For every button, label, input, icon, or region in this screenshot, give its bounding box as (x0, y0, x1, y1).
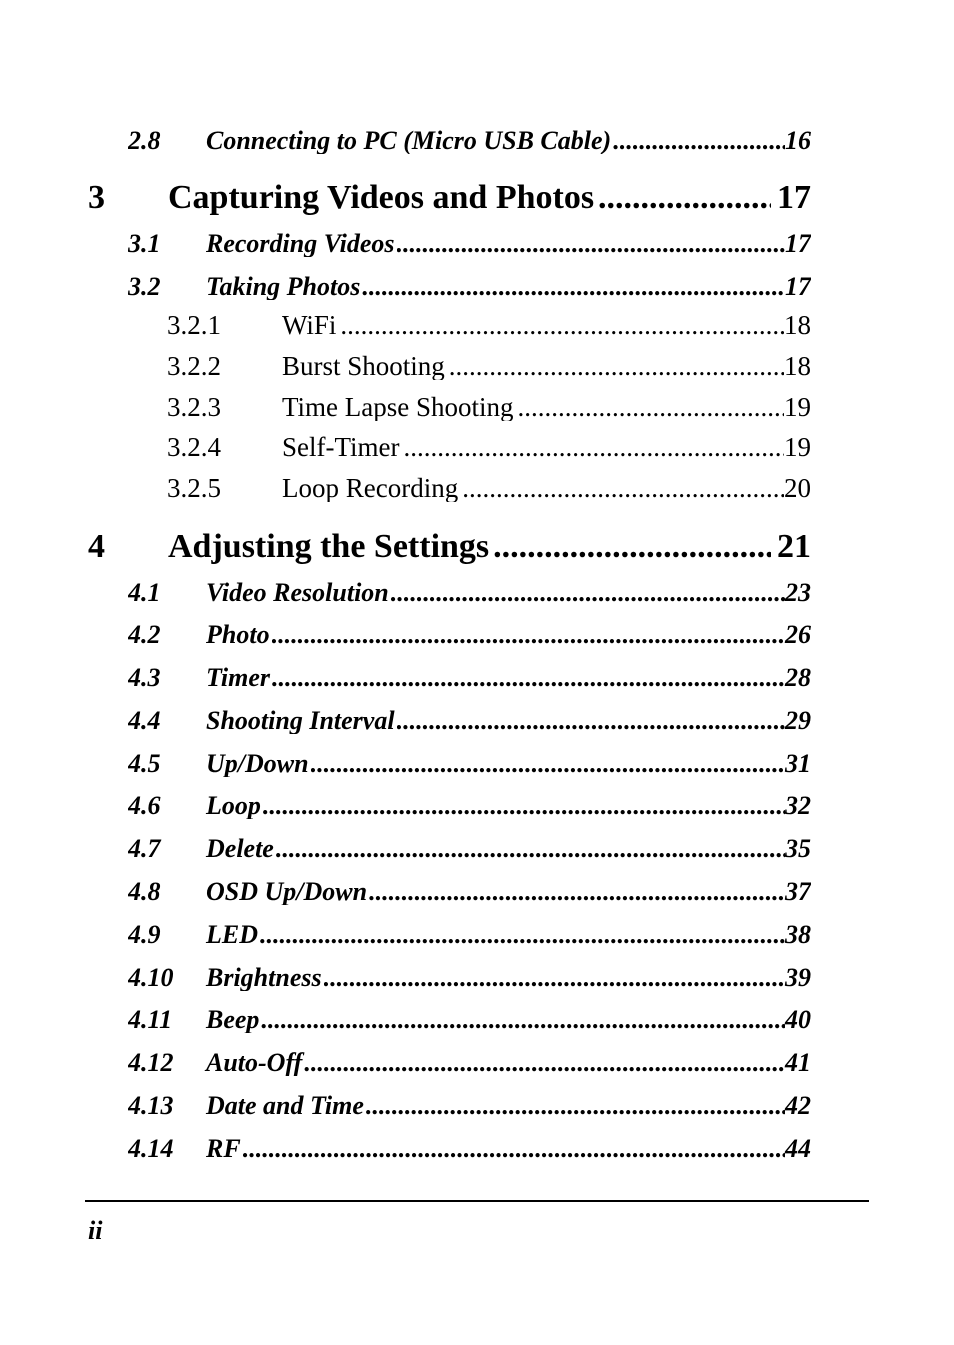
footer-divider (85, 1200, 869, 1202)
toc-entry-title: RF (206, 1136, 241, 1162)
dot-leader (462, 475, 784, 502)
toc-entry-title: Photo (206, 622, 270, 648)
dot-leader (272, 665, 785, 691)
toc-entry-title: Time Lapse Shooting (282, 394, 514, 421)
toc-entry-title: Timer (206, 665, 271, 691)
toc-entry-title: Video Resolution (206, 580, 389, 606)
toc-entry-3-2-2[interactable] (167, 353, 811, 380)
dot-leader (598, 181, 771, 215)
toc-entry-3-2-4[interactable] (167, 434, 811, 461)
toc-entry-page: 18 (784, 353, 811, 380)
toc-entry-4-2[interactable] (128, 622, 811, 648)
dot-leader (311, 751, 785, 777)
toc-entry-page: 28 (785, 665, 811, 691)
toc-entry-title: Brightness (206, 965, 322, 991)
toc-entry-2-8[interactable] (128, 128, 811, 154)
toc-entry-title: Connecting to PC (Micro USB Cable) (206, 128, 612, 154)
toc-entry-number: 3.2.1 (167, 312, 221, 339)
toc-entry-title: Auto-Off (206, 1050, 303, 1076)
toc-entry-title: OSD Up/Down (206, 879, 368, 905)
toc-entry-4-12[interactable] (128, 1050, 811, 1076)
toc-entry-number: 3.2.2 (167, 353, 221, 380)
dot-leader (324, 965, 785, 991)
toc-entry-number: 3.1 (128, 231, 161, 257)
toc-entry-number: 4.12 (128, 1050, 174, 1076)
toc-entry-page: 44 (785, 1136, 811, 1162)
toc-entry-page: 19 (784, 394, 811, 421)
dot-leader (397, 231, 785, 257)
toc-entry-number: 4.1 (128, 580, 161, 606)
toc-entry-title: Capturing Videos and Photos (168, 181, 595, 215)
toc-entry-title: Loop Recording (282, 475, 459, 502)
dot-leader (276, 836, 785, 862)
toc-entry-3-1[interactable] (128, 231, 811, 257)
toc-entry-number: 3 (88, 181, 105, 215)
toc-entry-page: 32 (785, 793, 811, 819)
toc-entry-number: 3.2.5 (167, 475, 221, 502)
toc-entry-4-10[interactable] (128, 965, 811, 991)
toc-entry-title: WiFi (282, 312, 337, 339)
dot-leader (613, 128, 785, 154)
toc-entry-number: 4.2 (128, 622, 161, 648)
toc-entry-4-8[interactable] (128, 879, 811, 905)
toc-entry-title: Delete (206, 836, 274, 862)
dot-leader (340, 312, 784, 339)
toc-entry-title: Recording Videos (206, 231, 395, 257)
toc-entry-number: 3.2.4 (167, 434, 221, 461)
toc-entry-4-4[interactable] (128, 708, 811, 734)
toc-entry-4-5[interactable] (128, 751, 811, 777)
toc-entry-number: 4 (88, 530, 105, 564)
toc-entry-page: 39 (785, 965, 811, 991)
dot-leader (404, 434, 784, 461)
dot-leader (304, 1050, 785, 1076)
toc-entry-number: 4.14 (128, 1136, 174, 1162)
toc-entry-4-13[interactable] (128, 1093, 811, 1119)
toc-entry-3-2-1[interactable] (167, 312, 811, 339)
toc-entry-page: 19 (784, 434, 811, 461)
toc-entry-page: 41 (785, 1050, 811, 1076)
toc-chapter-4[interactable] (88, 530, 811, 564)
toc-entry-number: 3.2 (128, 274, 161, 300)
dot-leader (369, 879, 785, 905)
dot-leader (263, 793, 785, 819)
dot-leader (397, 708, 785, 734)
toc-entry-title: Taking Photos (206, 274, 361, 300)
dot-leader (260, 922, 785, 948)
toc-entry-3-2-5[interactable] (167, 475, 811, 502)
toc-entry-4-14[interactable] (128, 1136, 811, 1162)
toc-entry-number: 4.13 (128, 1093, 174, 1119)
footer-page-number: ii (88, 1216, 103, 1245)
toc-entry-number: 4.3 (128, 665, 161, 691)
toc-entry-number: 4.4 (128, 708, 161, 734)
dot-leader (362, 274, 785, 300)
toc-entry-title: Up/Down (206, 751, 309, 777)
toc-entry-page: 29 (785, 708, 811, 734)
toc-entry-page: 17 (777, 181, 811, 215)
toc-entry-title: LED (206, 922, 258, 948)
toc-entry-title: Burst Shooting (282, 353, 445, 380)
toc-entry-3-2[interactable] (128, 274, 811, 300)
toc-entry-number: 4.9 (128, 922, 161, 948)
toc-entry-4-3[interactable] (128, 665, 811, 691)
toc-entry-page: 26 (785, 622, 811, 648)
toc-entry-page: 23 (785, 580, 811, 606)
toc-entry-title: Shooting Interval (206, 708, 395, 734)
dot-leader (243, 1136, 785, 1162)
toc-entry-page: 40 (785, 1007, 811, 1033)
toc-entry-page: 31 (785, 751, 811, 777)
toc-entry-number: 4.8 (128, 879, 161, 905)
dot-leader (261, 1007, 785, 1033)
toc-entry-title: Beep (206, 1007, 260, 1033)
toc-entry-4-9[interactable] (128, 922, 811, 948)
toc-entry-number: 4.5 (128, 751, 161, 777)
dot-leader (366, 1093, 785, 1119)
dot-leader (493, 530, 771, 564)
toc-entry-number: 2.8 (128, 128, 161, 154)
toc-entry-page: 37 (785, 879, 811, 905)
toc-chapter-3[interactable] (88, 181, 811, 215)
toc-entry-number: 4.11 (128, 1007, 173, 1033)
toc-entry-page: 35 (785, 836, 811, 862)
toc-entry-3-2-3[interactable] (167, 394, 811, 421)
dot-leader (272, 622, 785, 648)
dot-leader (518, 394, 784, 421)
dot-leader (449, 353, 784, 380)
toc-entry-title: Loop (206, 793, 261, 819)
toc-entry-number: 4.10 (128, 965, 174, 991)
toc-entry-page: 21 (777, 530, 811, 564)
toc-entry-page: 38 (785, 922, 811, 948)
dot-leader (391, 580, 785, 606)
toc-entry-page: 18 (784, 312, 811, 339)
toc-entry-number: 4.7 (128, 836, 161, 862)
toc-entry-4-7[interactable] (128, 836, 811, 862)
toc-entry-number: 3.2.3 (167, 394, 221, 421)
toc-entry-number: 4.6 (128, 793, 161, 819)
toc-entry-title: Adjusting the Settings (168, 530, 490, 564)
toc-entry-4-6[interactable] (128, 793, 811, 819)
toc-entry-4-11[interactable] (128, 1007, 811, 1033)
toc-entry-page: 17 (785, 274, 811, 300)
toc-entry-title: Date and Time (206, 1093, 364, 1119)
toc-entry-page: 17 (785, 231, 811, 257)
toc-entry-page: 16 (785, 128, 811, 154)
toc-entry-page: 42 (785, 1093, 811, 1119)
toc-entry-title: Self-Timer (282, 434, 400, 461)
toc-entry-4-1[interactable] (128, 580, 811, 606)
toc-entry-page: 20 (784, 475, 811, 502)
